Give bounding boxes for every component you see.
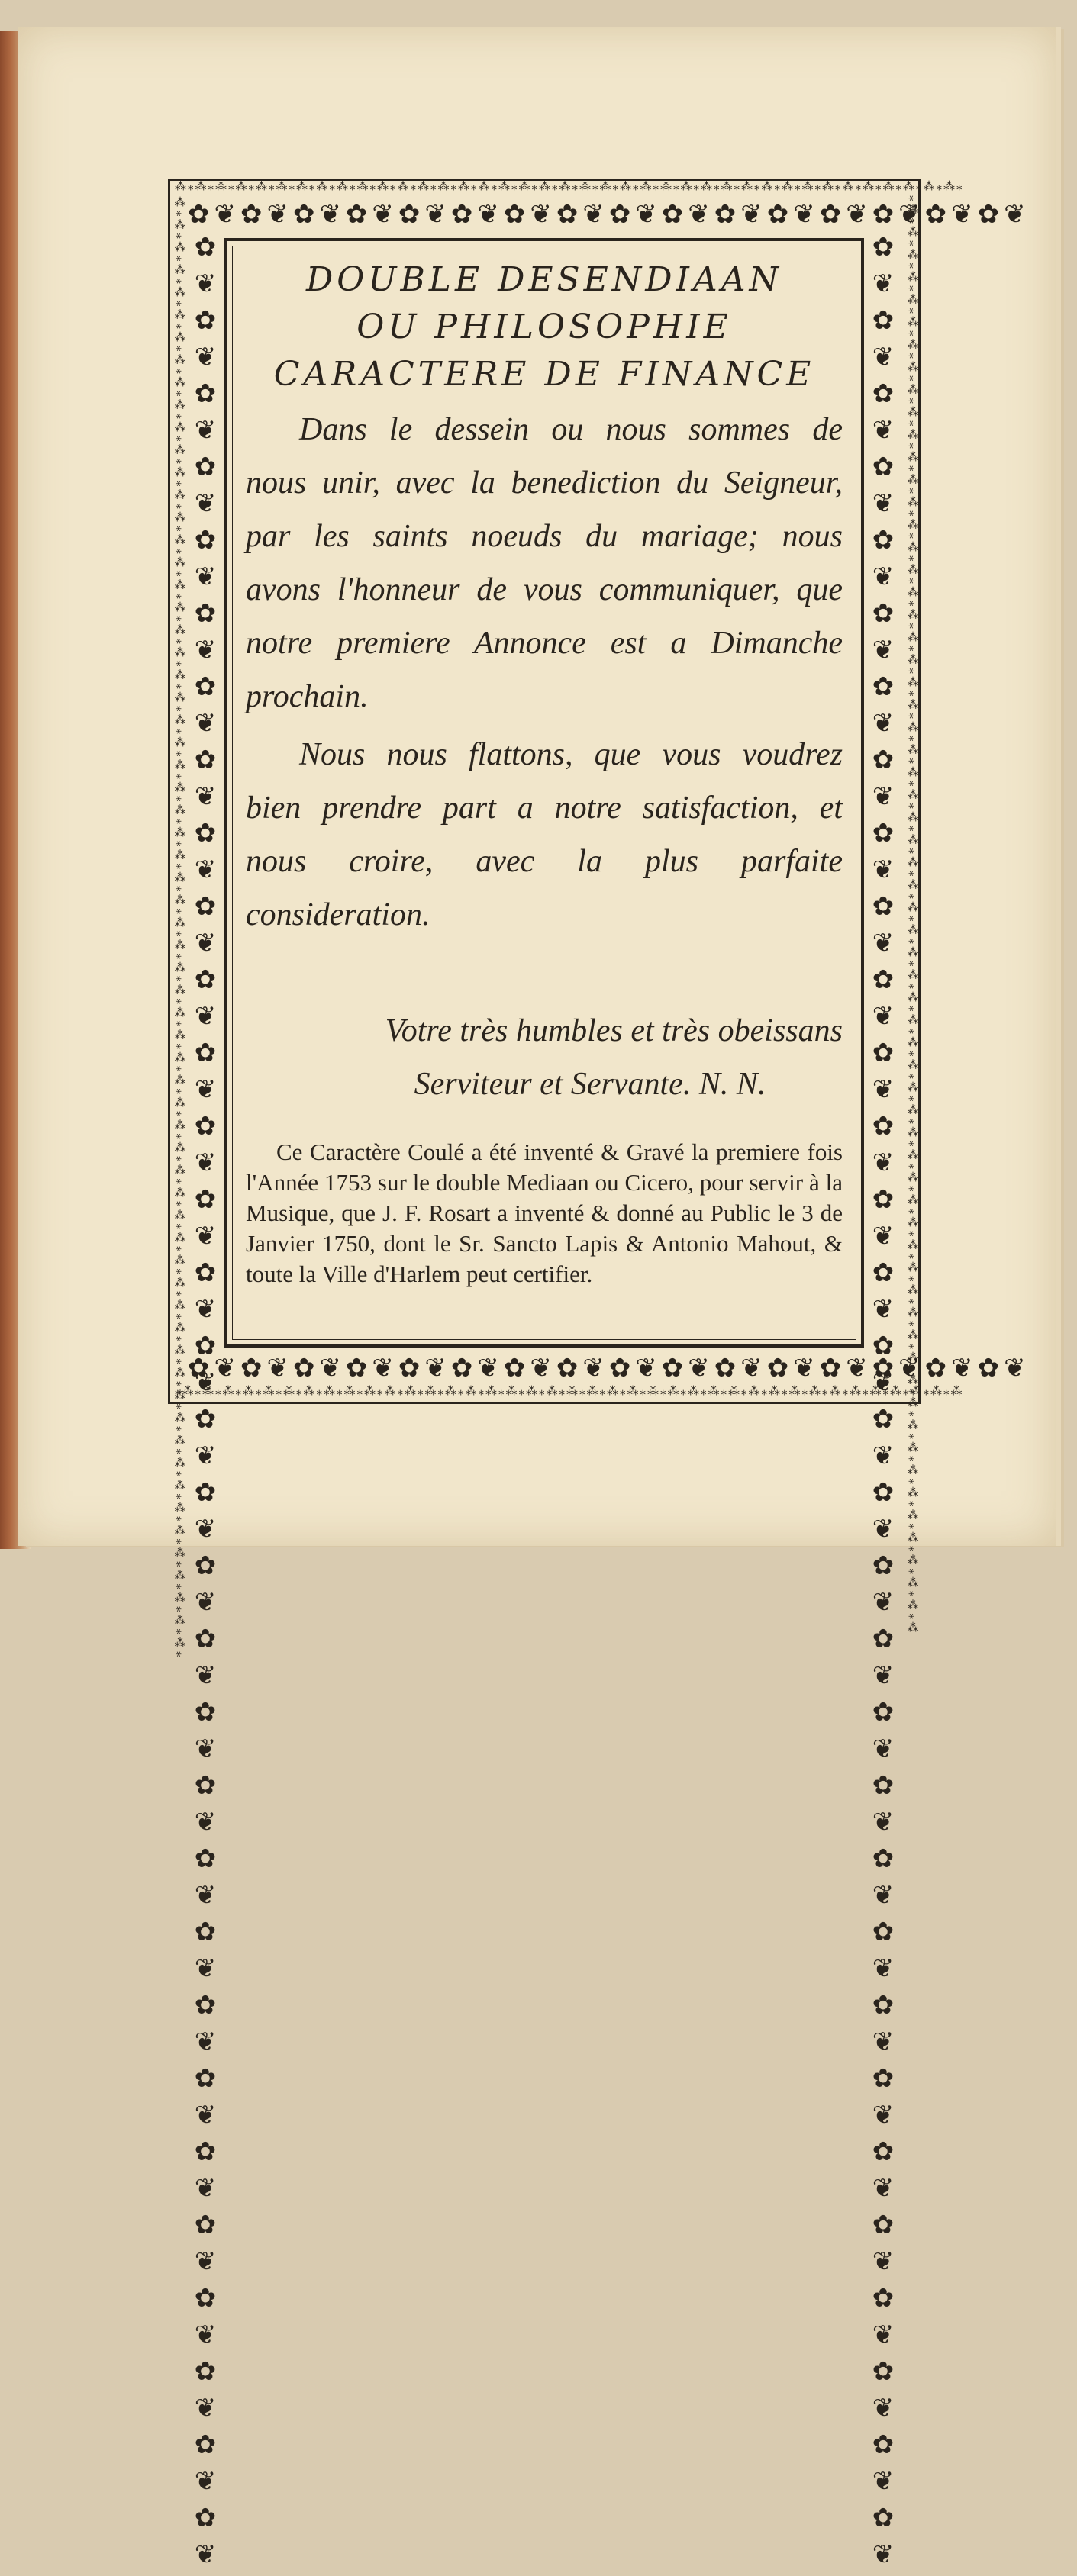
headline-line-3: CARACTERE DE FINANCE (273, 355, 815, 394)
floral-border-bottom: ✿❦✿❦✿❦✿❦✿❦✿❦✿❦✿❦✿❦✿❦✿❦✿❦✿❦✿❦✿❦✿❦ (188, 1353, 1030, 1383)
ornament-border-bottom: ⁎⁂⁎⁂⁎⁂⁎⁂⁎⁂⁎⁂⁎⁂⁎⁂⁎⁂⁎⁂⁎⁂⁎⁂⁎⁂⁎⁂⁎⁂⁎⁂⁎⁂⁎⁂⁎⁂⁎⁂⁎⁂⁎⁂⁎⁂⁎⁂⁎⁂⁎⁂⁎⁂⁎⁂⁎⁂⁎⁂⁎⁂⁎⁂⁎⁂⁎⁂⁎⁂⁎⁂⁎⁂⁎⁂⁎⁂ (175, 1384, 964, 1398)
paragraph-satisfaction: Nous nous flattons, que vous voudrez bien prendre part a notre satisfaction, et nous croire, avec la plus parfaite consideration. (246, 737, 843, 932)
floral-border-right: ✿❦✿❦✿❦✿❦✿❦✿❦✿❦✿❦✿❦✿❦✿❦✿❦✿❦✿❦✿❦✿❦✿❦✿❦✿❦✿❦✿❦✿❦✿❦✿❦✿❦✿❦✿❦✿❦✿❦✿❦✿❦✿❦ (868, 232, 898, 2576)
ornament-border-right: ⁎⁂⁎⁂⁎⁂⁎⁂⁎⁂⁎⁂⁎⁂⁎⁂⁎⁂⁎⁂⁎⁂⁎⁂⁎⁂⁎⁂⁎⁂⁎⁂⁎⁂⁎⁂⁎⁂⁎⁂⁎⁂⁎⁂⁎⁂⁎⁂⁎⁂⁎⁂⁎⁂⁎⁂⁎⁂⁎⁂⁎⁂⁎⁂⁎⁂⁎⁂⁎⁂⁎⁂⁎⁂⁎⁂⁎⁂⁎⁂⁎⁂⁎⁂⁎⁂⁎⁂⁎⁂⁎⁂⁎⁂⁎⁂⁎⁂⁎⁂⁎⁂⁎⁂⁎⁂⁎⁂⁎⁂⁎⁂⁎⁂⁎⁂⁎⁂⁎⁂⁎⁂⁎⁂⁎⁂⁎⁂ (906, 195, 920, 1636)
colophon: Ce Caractère Coulé a été inventé & Gravé la premiere fois l'Année 1753 sur le double Mediaan ou Cicero, pour servir à la Musique, que J. F. Rosart a inventé & donné au Public le 3 de Janvier 1750, dont le Sr. Sancto Lapis & Antonio Mahout, & toute la Ville d'Harlem peut certifier. (246, 1138, 843, 1287)
ornament-border-left: ⁂⁎⁂⁎⁂⁎⁂⁎⁂⁎⁂⁎⁂⁎⁂⁎⁂⁎⁂⁎⁂⁎⁂⁎⁂⁎⁂⁎⁂⁎⁂⁎⁂⁎⁂⁎⁂⁎⁂⁎⁂⁎⁂⁎⁂⁎⁂⁎⁂⁎⁂⁎⁂⁎⁂⁎⁂⁎⁂⁎⁂⁎⁂⁎⁂⁎⁂⁎⁂⁎⁂⁎⁂⁎⁂⁎⁂⁎⁂⁎⁂⁎⁂⁎⁂⁎⁂⁎⁂⁎⁂⁎⁂⁎⁂⁎⁂⁎⁂⁎⁂⁎⁂⁎⁂⁎⁂⁎⁂⁎⁂⁎⁂⁎⁂⁎⁂⁎⁂⁎⁂⁎⁂⁎⁂⁎⁂⁎⁂⁎ (173, 195, 187, 1659)
ornament-border-top: ⁂⁎⁂⁎⁂⁎⁂⁎⁂⁎⁂⁎⁂⁎⁂⁎⁂⁎⁂⁎⁂⁎⁂⁎⁂⁎⁂⁎⁂⁎⁂⁎⁂⁎⁂⁎⁂⁎⁂⁎⁂⁎⁂⁎⁂⁎⁂⁎⁂⁎⁂⁎⁂⁎⁂⁎⁂⁎⁂⁎⁂⁎⁂⁎⁂⁎⁂⁎⁂⁎⁂⁎⁂⁎⁂⁎⁂⁎ (175, 179, 964, 193)
closing-line-2: Serviteur et Servante. N. N. (414, 1067, 766, 1102)
book-page (18, 27, 1056, 2576)
floral-border-top: ✿❦✿❦✿❦✿❦✿❦✿❦✿❦✿❦✿❦✿❦✿❦✿❦✿❦✿❦✿❦✿❦ (188, 199, 1030, 230)
paragraph-announcement: Dans le dessein ou nous sommes de nous unir, avec la benediction du Seigneur, par les saints noeuds du mariage; nous avons l'honneur de vous communiquer, que notre premiere Annonce est a Dimanche prochain. (246, 412, 843, 714)
closing-signature (246, 1004, 843, 1111)
floral-border-left: ✿❦✿❦✿❦✿❦✿❦✿❦✿❦✿❦✿❦✿❦✿❦✿❦✿❦✿❦✿❦✿❦✿❦✿❦✿❦✿❦✿❦✿❦✿❦✿❦✿❦✿❦✿❦✿❦✿❦✿❦✿❦✿❦ (190, 232, 221, 2576)
closing-line-1: Votre très humbles et très obeissans (385, 1013, 843, 1048)
headline-line-2: OU PHILOSOPHIE (356, 308, 732, 346)
headline-line-1: DOUBLE DESENDIAAN (306, 260, 782, 299)
specimen-text (246, 256, 843, 1332)
